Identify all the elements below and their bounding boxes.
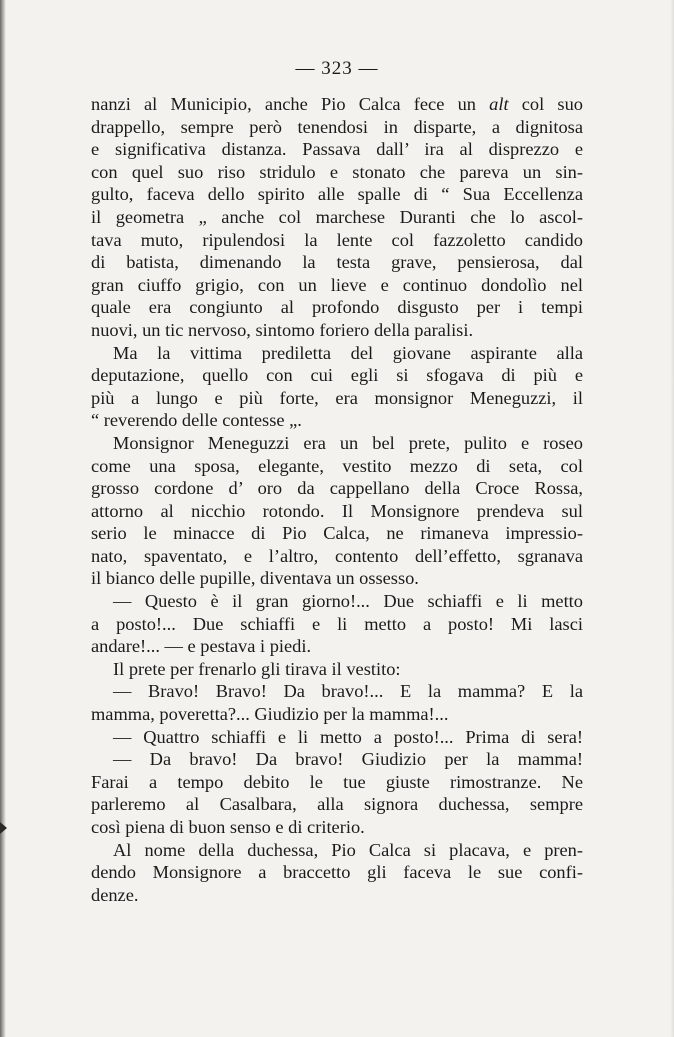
text-line: serio le minacce di Pio Calca, ne rimaneva impressio-	[91, 523, 583, 544]
text-line: — Da bravo! Da bravo! Giudizio per la mamma!	[113, 749, 583, 770]
text-line: il bianco delle pupille, diventava un ossesso.	[91, 568, 419, 589]
text-line: Al nome della duchessa, Pio Calca si placava, e pren-	[113, 839, 583, 860]
text-line: il geometra „ anche col marchese Duranti che lo ascol-	[91, 206, 583, 227]
text-line: “ reverendo delle contesse „.	[91, 410, 302, 431]
text-line: attorno al nicchio rotondo. Il Monsignore prendeva sul	[91, 500, 583, 521]
text-line: così piena di buon senso e di criterio.	[91, 817, 365, 837]
text-line: nato, spaventato, e l’altro, contento dell’effetto, sgranava	[91, 545, 583, 566]
text-line: Monsignor Meneguzzi era un bel prete, pulito e roseo	[113, 432, 583, 453]
text-line: quale era congiunto al profondo disgusto per i tempi	[91, 297, 583, 318]
text-line: e significativa distanza. Passava dall’ ira al disprezzo e	[91, 139, 583, 160]
text-line: denze.	[91, 884, 139, 905]
text-line: nuovi, un tic nervoso, sintomo foriero della paralisi.	[91, 319, 474, 340]
text-line: — Quattro schiaffi e li metto a posto!... Prima di sera!	[113, 726, 583, 747]
text-line: andare!... — e pestava i piedi.	[91, 636, 312, 657]
text-line: come una sposa, elegante, vestito mezzo di seta, col	[91, 455, 583, 476]
margin-arrow-mark	[0, 822, 7, 834]
body-text	[91, 93, 583, 906]
text-line: parleremo al Casalbara, alla signora duchessa, sempre	[91, 794, 583, 815]
text-line: Farai a tempo debito le tue giuste rimostranze. Ne	[91, 771, 583, 792]
text-line: gulto, faceva dello spirito alle spalle di “ Sua Eccellenza	[91, 184, 583, 205]
text-line: dendo Monsignore a braccetto gli faceva le sue confi-	[91, 862, 583, 883]
text-line: grosso cordone d’ oro da cappellano della Croce Rossa,	[91, 478, 583, 499]
text-line: con quel suo riso stridulo e stonato che pareva un sin-	[91, 161, 583, 182]
text-line: — Questo è il gran giorno!... Due schiaffi e li metto	[113, 591, 583, 612]
page-spine-shadow	[0, 0, 6, 1037]
text-line: drappello, sempre però tenendosi in disparte, a dignitosa	[91, 116, 583, 137]
text-line: Il prete per frenarlo gli tirava il vestito:	[113, 658, 401, 679]
text-line: gran ciuffo grigio, con un lieve e continuo dondolìo nel	[91, 274, 583, 295]
text-line: nanzi al Municipio, anche Pio Calca fece un alt col suo	[91, 94, 583, 114]
text-line: Ma la vittima prediletta del giovane aspirante alla	[113, 342, 583, 363]
text-line: — Bravo! Bravo! Da bravo!... E la mamma? E la	[113, 681, 583, 702]
text-line: di batista, dimenando la testa grave, pensierosa, dal	[91, 252, 583, 273]
text-line: mamma, poveretta?... Giudizio per la mamma!...	[91, 704, 449, 725]
page-number: — 323 —	[295, 58, 379, 79]
text-line: deputazione, quello con cui egli si sfogava di più e	[91, 365, 583, 386]
text-line: a posto!... Due schiaffi e li metto a posto! Mi lasci	[91, 613, 583, 634]
page-right-edge	[670, 0, 674, 1037]
text-line: tava muto, ripulendosi la lente col fazzoletto candido	[91, 229, 583, 250]
text-line: più a lungo e più forte, era monsignor Meneguzzi, il	[91, 387, 583, 408]
